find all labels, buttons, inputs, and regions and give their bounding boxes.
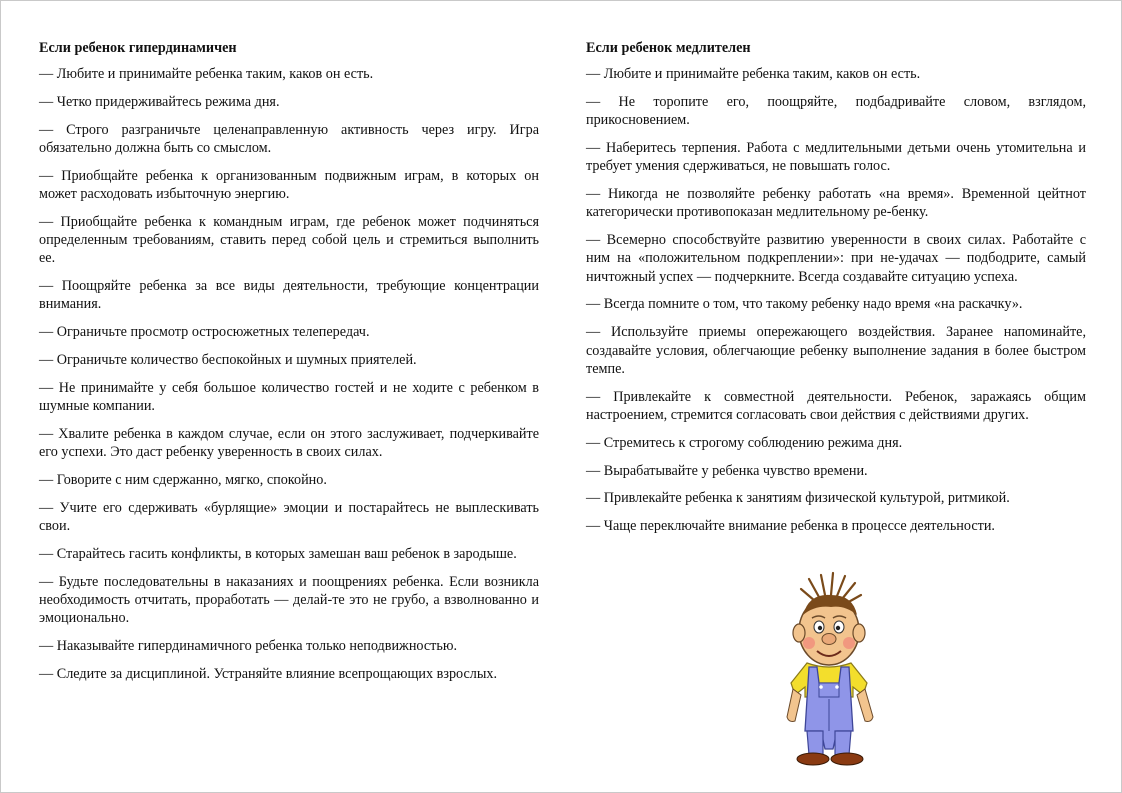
nose-icon [822,634,836,645]
list-item: — Старайтесь гасить конфликты, в которых замешан ваш ребенок в зародыше. [39,545,517,562]
left-column [39,39,539,693]
list-item: — Не торопите его, поощряйте, подбадривайте словом, взглядом, прикосновением. [586,93,1086,129]
list-item: — Строго разграничьте целенаправленную активность через игру. Игра обязательно должна быть со смыслом. [39,121,539,156]
list-item: — Используйте приемы опережающего воздействия. Заранее напоминайте, создавайте условия, облегчающие ребенку выполнение задания в более быстром темпе. [586,324,1086,377]
list-item: — Будьте последовательны в наказаниях и поощрениях ребенка. Если возникла необходимость отчитать, проработать — делай-те это не грубо, а взволнованно и эмоционально. [39,573,539,627]
list-item: — Любите и принимайте ребенка таким, каков он есть. [39,66,374,82]
list-item: — Любите и принимайте ребенка таким, каков он есть. [586,66,921,82]
right-column [586,39,1086,545]
list-item: — Поощряйте ребенка за все виды деятельности, требующие концентрации внимания. [39,278,539,313]
list-item: — Не принимайте у себя большое количество гостей и не ходите с ребенком в шумные компании. [39,379,539,415]
list-item: — Привлекайте ребенка к занятиям физической культурой, ритмикой. [586,490,1010,507]
list-item: — Говорите с ним сдержанно, мягко, спокойно. [39,472,327,489]
list-item: — Привлекайте к совместной деятельности. Ребенок, заражаясь общим настроением, стремится согласовать свои действия с действиями других. [586,388,1086,423]
list-item: — Никогда не позволяйте ребенку работать «на время». Временной цейтнот категорически противопоказан медлительному ре-бенку. [586,185,1086,221]
list-item: — Хвалите ребенка в каждом случае, если он этого заслуживает, подчеркивайте его успехи. Это даст ребенку уверенность в своих силах. [39,425,539,461]
list-item: — Всемерно способствуйте развитию уверенности в своих силах. Работайте с ним на «положительном подкреплении»: при не-удачах — подбодрите, самый ничтожный успех — подчеркните. Всегда создавайте ситуацию успеха. [586,232,1086,285]
list-item: — Стремитесь к строгому соблюдению режима дня. [586,434,903,451]
list-item: — Приобщайте ребенка к командным играм, где ребенок может подчиняться определенным требованиям, ставить перед собой цель и стремиться выполнить ее. [39,213,539,267]
list-item: — Следите за дисциплиной. Устраняйте влияние всепрощающих взрослых. [39,665,498,682]
list-item: — Наказывайте гипердинамичного ребенка только неподвижностью. [39,638,457,655]
list-item: — Чаще переключайте внимание ребенка в процессе деятельности. [586,518,995,535]
list-item: — Учите его сдерживать «бурлящие» эмоции и постарайтесь не выплескивать свои. [39,499,539,535]
shoe-icon [831,753,863,765]
left-column-title: Если ребенок гипердинамичен [39,40,237,56]
list-item: — Всегда помните о том, что такому ребенку надо время «на раскачку». [586,296,1023,313]
left-advice-list [39,65,539,683]
list-item: — Приобщайте ребенка к организованным подвижным играм, в которых он может расходовать избыточную энергию. [39,167,539,202]
list-item: — Четко придерживайтесь режима дня. [39,93,280,110]
list-item: — Наберитесь терпения. Работа с медлительными детьми очень утомительна и требует умения сдерживаться, не повышать голос. [586,139,1086,175]
right-advice-list [586,65,1086,535]
cartoon-boy-illustration [779,571,891,766]
shoe-icon [797,753,829,765]
right-column-title: Если ребенок медлителен [586,40,751,56]
list-item: — Ограничьте просмотр остросюжетных телепередач. [39,324,370,341]
list-item: — Ограничьте количество беспокойных и шумных приятелей. [39,352,417,369]
list-item: — Вырабатывайте у ребенка чувство времени. [586,462,868,479]
